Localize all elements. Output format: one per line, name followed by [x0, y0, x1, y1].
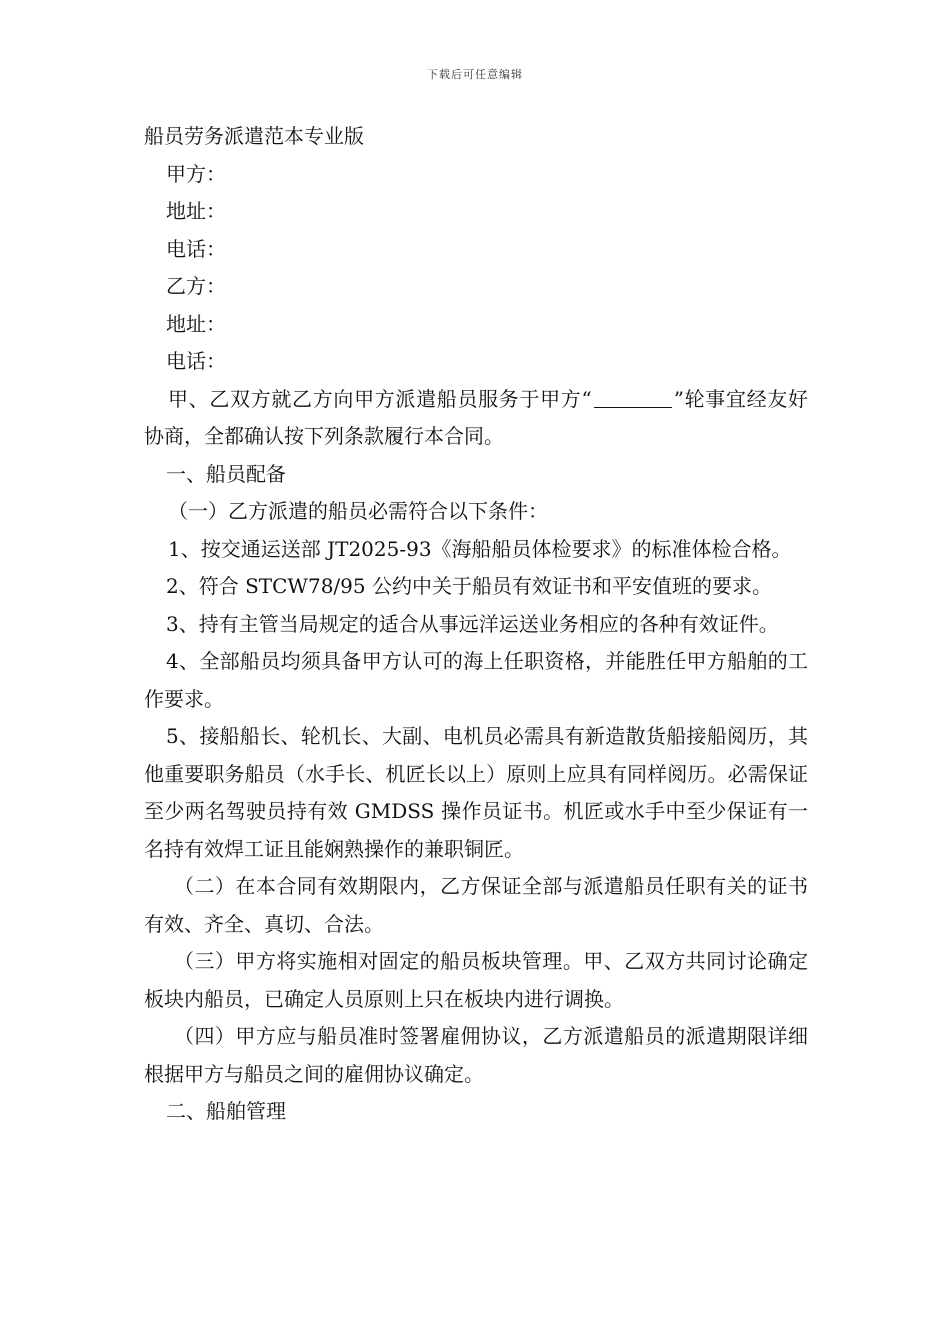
party-a-phone: 电话： — [166, 236, 226, 261]
section1-item-3: 3、持有主管当局规定的适合从事远洋运送业务相应的各种有效证件。 — [166, 611, 779, 636]
intro-after: ”轮事宜经友好协商，全都确认按下列条款履行本合同。 — [144, 386, 808, 448]
section2-heading: 二、船舶管理 — [166, 1099, 286, 1123]
intro-before: 甲、乙双方就乙方向甲方派遣船员服务于甲方“ — [168, 386, 592, 411]
section1-sub4: （四）甲方应与船员准时签署雇佣协议，乙方派遣船员的派遣期限详细根据甲方与船员之间的雇佣协议确定。 — [144, 1024, 808, 1086]
section1-item-2: 2、符合 STCW78/95 公约中关于船员有效证书和平安值班的要求。 — [166, 574, 772, 598]
party-a-address: 地址： — [166, 199, 226, 223]
section1-heading: 一、船员配备 — [166, 461, 286, 486]
party-b-phone: 电话： — [166, 349, 226, 373]
document-body — [144, 118, 808, 1131]
section1-sub3: （三）甲方将实施相对固定的船员板块管理。甲、乙双方共同讨论确定板块内船员，已确定人员原则上只在板块内进行调换。 — [144, 949, 808, 1011]
section1-sub2: （二）在本合同有效期限内，乙方保证全部与派遣船员任职有关的证书有效、齐全、真切、合法。 — [144, 874, 808, 936]
section1-item-5: 5、接船船长、轮机长、大副、电机员必需具有新造散货船接船阅历，其他重要职务船员（水手长、机匠长以上）原则上应具有同样阅历。必需保证至少两名驾驶员持有效 GMDSS 操作员证书。机匠或水手中至少保证有一名持有效焊工证且能娴熟操作的兼职铜匠。 — [144, 724, 808, 861]
ship-name-blank — [594, 387, 672, 408]
section1-item-1: 1、按交通运送部 JT2025-93《海船船员体检要求》的标准体检合格。 — [168, 536, 792, 561]
party-b-label: 乙方： — [166, 274, 226, 298]
section1-sub1: （一）乙方派遣的船员必需符合以下条件： — [168, 499, 548, 523]
intro-paragraph — [144, 381, 808, 456]
party-a-label: 甲方： — [166, 161, 226, 186]
header-note: 下载后可任意编辑 — [427, 68, 523, 81]
party-b-address: 地址： — [166, 311, 226, 336]
document-title: 船员劳务派遣范本专业版 — [144, 124, 364, 148]
section1-item-4: 4、全部船员均须具备甲方认可的海上任职资格，并能胜任甲方船舶的工作要求。 — [144, 649, 808, 711]
